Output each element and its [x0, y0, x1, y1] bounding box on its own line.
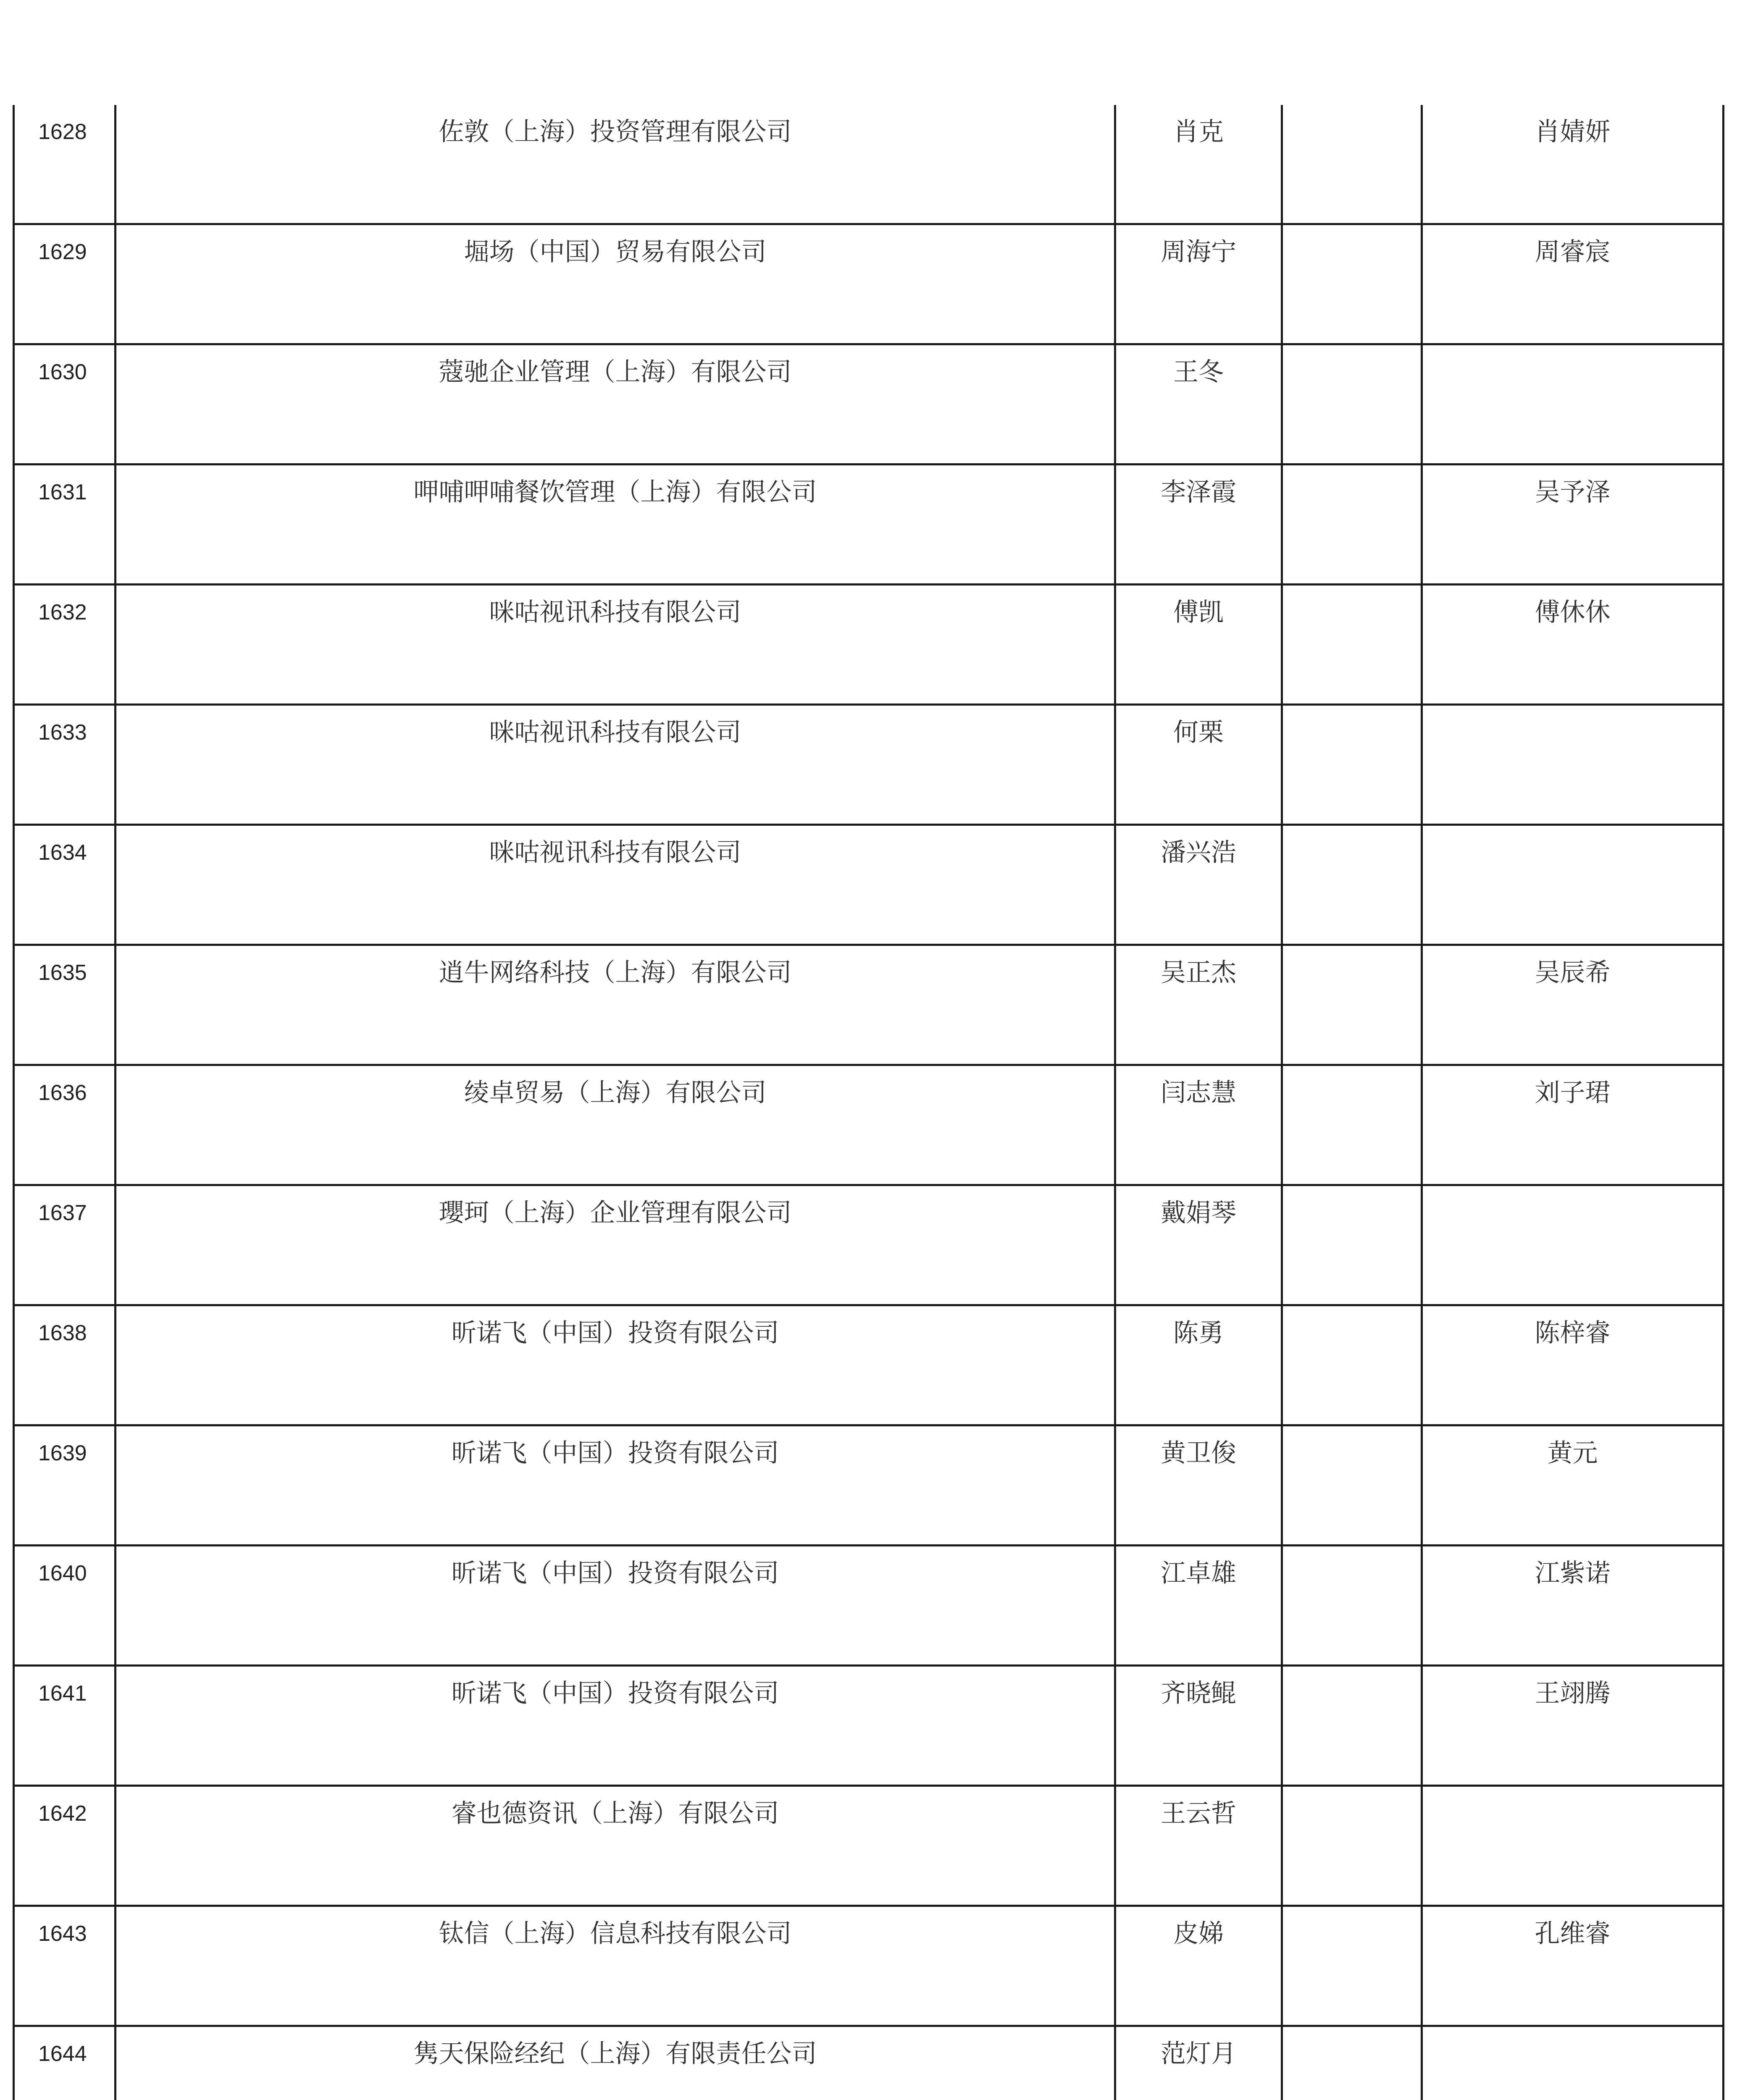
person-name: 周海宁: [1115, 224, 1282, 344]
roster-table: [13, 105, 1724, 2100]
table-row: [14, 1906, 1724, 2026]
row-number: 1630: [14, 344, 116, 465]
person-name: 齐晓鲲: [1115, 1666, 1282, 1786]
blank-cell: [1282, 1305, 1422, 1425]
related-person-name: 周睿宸: [1422, 224, 1724, 344]
row-number: 1638: [14, 1305, 116, 1425]
table-row: [14, 585, 1724, 705]
person-name: 傅凯: [1115, 585, 1282, 705]
blank-cell: [1282, 224, 1422, 344]
company-name: 逍牛网络科技（上海）有限公司: [116, 945, 1115, 1065]
table-row: [14, 2026, 1724, 2100]
company-name: 昕诺飞（中国）投资有限公司: [116, 1425, 1115, 1546]
row-number: 1641: [14, 1666, 116, 1786]
company-name: 佐敦（上海）投资管理有限公司: [116, 105, 1115, 224]
related-person-name: [1422, 825, 1724, 945]
table-row: [14, 1786, 1724, 1906]
company-name: 堀场（中国）贸易有限公司: [116, 224, 1115, 344]
person-name: 李泽霞: [1115, 465, 1282, 585]
blank-cell: [1282, 1666, 1422, 1786]
row-number: 1629: [14, 224, 116, 344]
related-person-name: [1422, 2026, 1724, 2100]
person-name: 陈勇: [1115, 1305, 1282, 1425]
blank-cell: [1282, 1065, 1422, 1185]
company-name: 瓔珂（上海）企业管理有限公司: [116, 1185, 1115, 1305]
blank-cell: [1282, 465, 1422, 585]
person-name: 戴娟琴: [1115, 1185, 1282, 1305]
table-row: [14, 1065, 1724, 1185]
person-name: 黄卫俊: [1115, 1425, 1282, 1546]
row-number: 1634: [14, 825, 116, 945]
row-number: 1631: [14, 465, 116, 585]
row-number: 1640: [14, 1546, 116, 1666]
row-number: 1644: [14, 2026, 116, 2100]
related-person-name: 孔维睿: [1422, 1906, 1724, 2026]
company-name: 咪咕视讯科技有限公司: [116, 825, 1115, 945]
person-name: 吴正杰: [1115, 945, 1282, 1065]
blank-cell: [1282, 1786, 1422, 1906]
person-name: 潘兴浩: [1115, 825, 1282, 945]
company-name: 蔻驰企业管理（上海）有限公司: [116, 344, 1115, 465]
related-person-name: 肖婧妍: [1422, 105, 1724, 224]
related-person-name: [1422, 344, 1724, 465]
roster-table-body: [14, 105, 1724, 2100]
blank-cell: [1282, 585, 1422, 705]
row-number: 1628: [14, 105, 116, 224]
person-name: 皮娣: [1115, 1906, 1282, 2026]
person-name: 闫志慧: [1115, 1065, 1282, 1185]
company-name: 绫卓贸易（上海）有限公司: [116, 1065, 1115, 1185]
blank-cell: [1282, 825, 1422, 945]
row-number: 1642: [14, 1786, 116, 1906]
row-number: 1632: [14, 585, 116, 705]
related-person-name: 傅休休: [1422, 585, 1724, 705]
company-name: 咪咕视讯科技有限公司: [116, 585, 1115, 705]
blank-cell: [1282, 705, 1422, 825]
row-number: 1636: [14, 1065, 116, 1185]
related-person-name: [1422, 1786, 1724, 1906]
blank-cell: [1282, 105, 1422, 224]
company-name: 睿也德资讯（上海）有限公司: [116, 1786, 1115, 1906]
blank-cell: [1282, 1185, 1422, 1305]
blank-cell: [1282, 344, 1422, 465]
company-name: 昕诺飞（中国）投资有限公司: [116, 1305, 1115, 1425]
company-name: 钛信（上海）信息科技有限公司: [116, 1906, 1115, 2026]
table-row: [14, 344, 1724, 465]
row-number: 1643: [14, 1906, 116, 2026]
related-person-name: 吴予泽: [1422, 465, 1724, 585]
person-name: 王冬: [1115, 344, 1282, 465]
blank-cell: [1282, 1425, 1422, 1546]
table-row: [14, 1185, 1724, 1305]
table-row: [14, 105, 1724, 224]
row-number: 1637: [14, 1185, 116, 1305]
related-person-name: 黄元: [1422, 1425, 1724, 1546]
company-name: 呷哺呷哺餐饮管理（上海）有限公司: [116, 465, 1115, 585]
person-name: 王云哲: [1115, 1786, 1282, 1906]
row-number: 1633: [14, 705, 116, 825]
table-row: [14, 945, 1724, 1065]
row-number: 1635: [14, 945, 116, 1065]
row-number: 1639: [14, 1425, 116, 1546]
blank-cell: [1282, 945, 1422, 1065]
table-row: [14, 1305, 1724, 1425]
related-person-name: 陈梓睿: [1422, 1305, 1724, 1425]
person-name: 江卓雄: [1115, 1546, 1282, 1666]
company-name: 昕诺飞（中国）投资有限公司: [116, 1666, 1115, 1786]
table-row: [14, 224, 1724, 344]
related-person-name: 刘子珺: [1422, 1065, 1724, 1185]
blank-cell: [1282, 2026, 1422, 2100]
person-name: 何栗: [1115, 705, 1282, 825]
table-row: [14, 705, 1724, 825]
table-row: [14, 1546, 1724, 1666]
table-row: [14, 465, 1724, 585]
table-row: [14, 825, 1724, 945]
related-person-name: [1422, 705, 1724, 825]
company-name: 昕诺飞（中国）投资有限公司: [116, 1546, 1115, 1666]
person-name: 肖克: [1115, 105, 1282, 224]
table-row: [14, 1666, 1724, 1786]
company-name: 咪咕视讯科技有限公司: [116, 705, 1115, 825]
blank-cell: [1282, 1906, 1422, 2026]
related-person-name: 江紫诺: [1422, 1546, 1724, 1666]
related-person-name: [1422, 1185, 1724, 1305]
person-name: 范灯月: [1115, 2026, 1282, 2100]
company-name: 隽天保险经纪（上海）有限责任公司: [116, 2026, 1115, 2100]
related-person-name: 王翊腾: [1422, 1666, 1724, 1786]
related-person-name: 吴辰希: [1422, 945, 1724, 1065]
table-row: [14, 1425, 1724, 1546]
blank-cell: [1282, 1546, 1422, 1666]
